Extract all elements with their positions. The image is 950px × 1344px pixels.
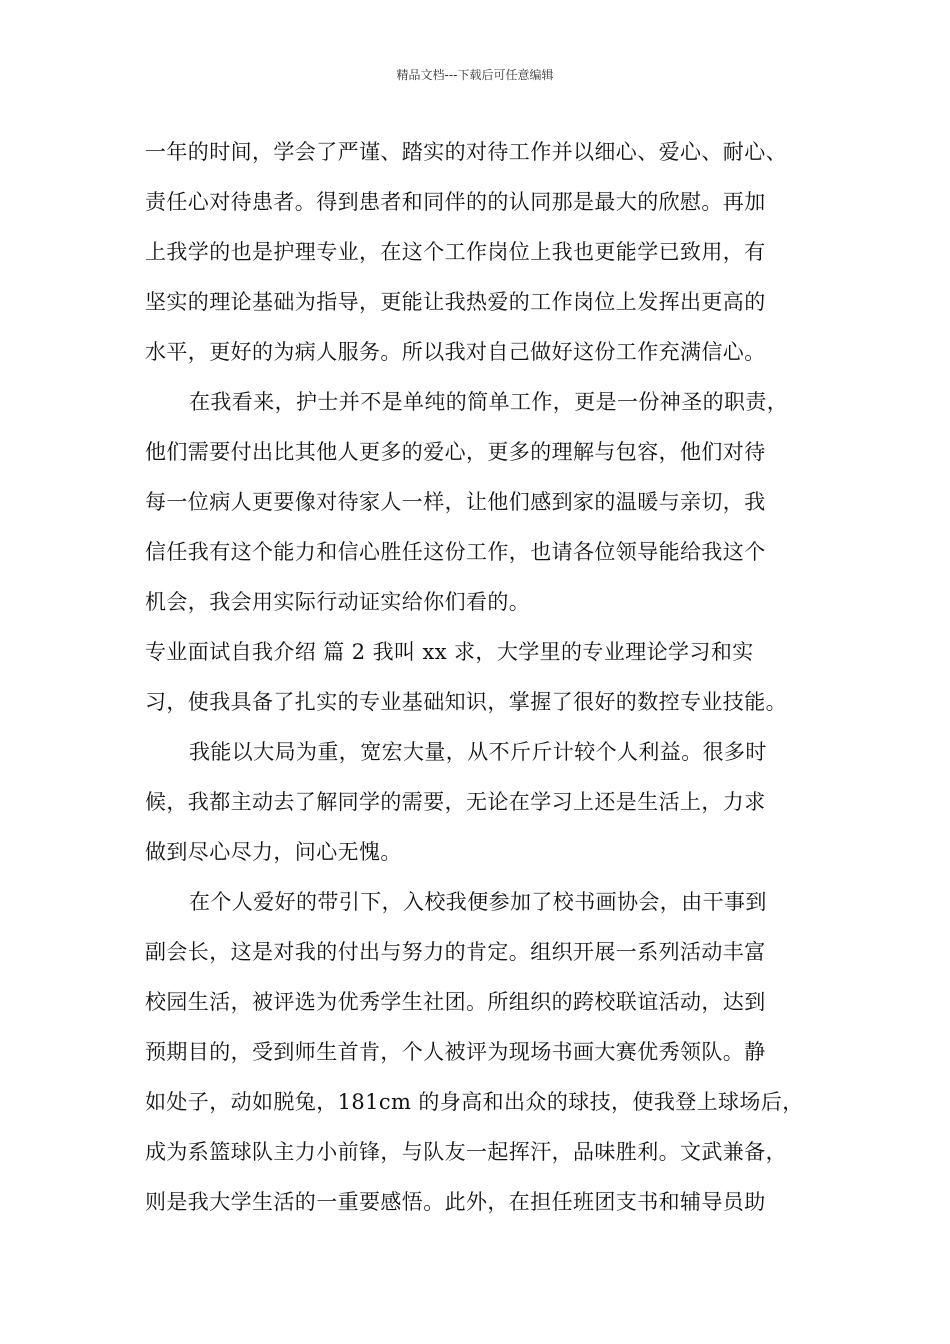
text-line: 则是我大学生活的一重要感悟。此外，在担任班团支书和辅导员助 xyxy=(145,1190,766,1214)
text-line: 校园生活，被评选为优秀学生社团。所组织的跨校联谊活动，达到 xyxy=(145,990,766,1014)
section-heading-line: 专业面试自我介绍 篇 2 我叫 xx 求，大学里的专业理论学习和实 xyxy=(145,640,754,664)
page-header: 精品文档---下载后可任意编辑 xyxy=(396,68,554,82)
text-line: 我能以大局为重，宽宏大量，从不斤斤计较个人利益。很多时 xyxy=(189,740,767,764)
text-line: 坚实的理论基础为指导，更能让我热爱的工作岗位上发挥出更高的 xyxy=(145,290,766,314)
text-line: 在我看来，护士并不是单纯的简单工作，更是一份神圣的职责， xyxy=(189,390,789,414)
text-line: 他们需要付出比其他人更多的爱心，更多的理解与包容，他们对待 xyxy=(145,440,766,464)
text-line: 副会长，这是对我的付出与努力的肯定。组织开展一系列活动丰富 xyxy=(145,940,766,964)
text-line: 成为系篮球队主力小前锋，与队友一起挥汗，品味胜利。文武兼备， xyxy=(145,1140,787,1164)
body-text xyxy=(145,127,845,1227)
text-line: 习，使我具备了扎实的专业基础知识，掌握了很好的数控专业技能。 xyxy=(145,690,787,714)
text-line: 在个人爱好的带引下，入校我便参加了校书画协会，由干事到 xyxy=(189,890,767,914)
text-line: 水平，更好的为病人服务。所以我对自己做好这份工作充满信心。 xyxy=(145,340,766,364)
text-line: 机会，我会用实际行动证实给你们看的。 xyxy=(145,590,531,614)
text-line: 预期目的，受到师生首肯，个人被评为现场书画大赛优秀领队。静 xyxy=(145,1040,766,1064)
text-line: 责任心对待患者。得到患者和同伴的的认同那是最大的欣慰。再加 xyxy=(145,190,766,214)
text-line: 如处子，动如脱兔，181cm 的身高和出众的球技，使我登上球场后， xyxy=(145,1090,804,1114)
text-line: 一年的时间，学会了严谨、踏实的对待工作并以细心、爱心、耐心、 xyxy=(145,140,787,164)
text-line: 候，我都主动去了解同学的需要，无论在学习上还是生活上，力求 xyxy=(145,790,766,814)
text-line: 做到尽心尽力，问心无愧。 xyxy=(145,840,402,864)
text-line: 每一位病人更要像对待家人一样，让他们感到家的温暖与亲切，我 xyxy=(145,490,766,514)
text-line: 上我学的也是护理专业，在这个工作岗位上我也更能学已致用，有 xyxy=(145,240,766,264)
text-line: 信任我有这个能力和信心胜任这份工作，也请各位领导能给我这个 xyxy=(145,540,766,564)
